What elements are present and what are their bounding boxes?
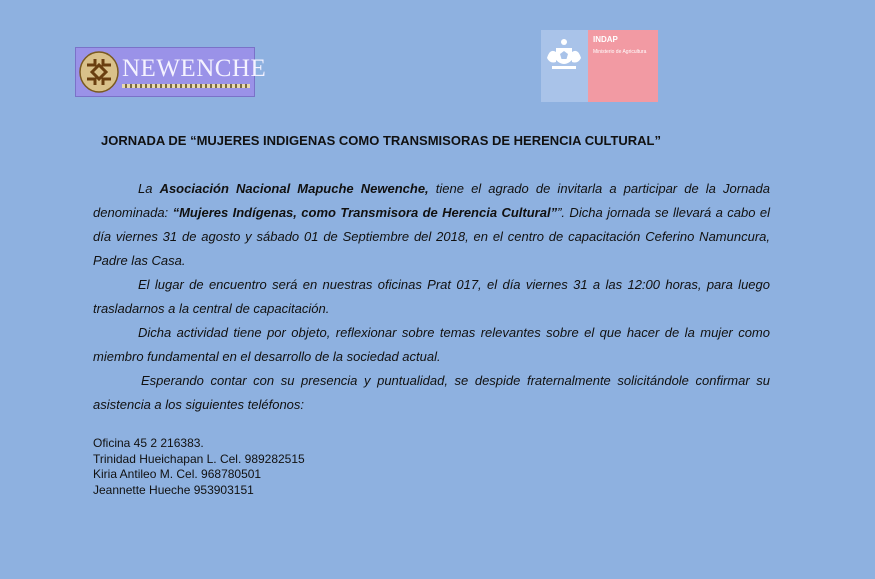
chile-coat-of-arms-icon xyxy=(544,36,584,72)
organization-name: Asociación Nacional Mapuche Newenche, xyxy=(159,181,429,196)
paragraph-invitation xyxy=(93,177,770,273)
indap-logo-left xyxy=(541,30,588,102)
newenche-emblem-icon xyxy=(79,51,119,93)
p1-post: ”. Dicha jornada se llevará a cabo el día viernes 31 de agosto y sábado 01 de Septiembre del 2018, en el centro de capacitación Ceferino Namuncura, Padre las Casa. xyxy=(93,205,771,268)
p1-pre: La xyxy=(138,181,160,196)
p1-mid: tiene el agrado de invitarla a participar de la Jornada denominada: xyxy=(93,181,770,220)
indap-logo xyxy=(541,30,658,102)
paragraph-meeting-place: El lugar de encuentro será en nuestras oficinas Prat 017, el día viernes 31 a las 12:00 horas, para luego trasladarnos a la central de capacitación. xyxy=(93,277,770,316)
indap-brand: INDAP xyxy=(593,35,618,44)
contact-line: Oficina 45 2 216383. xyxy=(93,436,204,450)
contact-list xyxy=(93,436,305,498)
indap-subtitle: Ministerio de Agricultura xyxy=(593,49,647,55)
letter-body xyxy=(93,177,770,417)
contact-line: Kiria Antileo M. Cel. 968780501 xyxy=(93,467,262,481)
event-name: “Mujeres Indígenas, como Transmisora de Herencia Cultural” xyxy=(172,205,558,220)
newenche-wordmark: NEWENCHE xyxy=(122,55,267,82)
paragraph-closing: Esperando contar con su presencia y puntualidad, se despide fraternalmente solicitándole confirmar su asistencia a los siguientes teléfonos: xyxy=(93,373,770,412)
document-title: JORNADA DE “MUJERES INDIGENAS COMO TRANSMISORAS DE HERENCIA CULTURAL” xyxy=(101,133,661,148)
newenche-stripe xyxy=(122,84,250,88)
contact-line: Trinidad Hueichapan L. Cel. 989282515 xyxy=(93,451,305,466)
paragraph-objective: Dicha actividad tiene por objeto, reflexionar sobre temas relevantes sobre el que hacer de la mujer como miembro fundamental en el desarrollo de la sociedad actual. xyxy=(93,325,770,364)
contact-line: Jeannette Hueche 953903151 xyxy=(93,482,254,497)
newenche-logo xyxy=(75,47,267,97)
